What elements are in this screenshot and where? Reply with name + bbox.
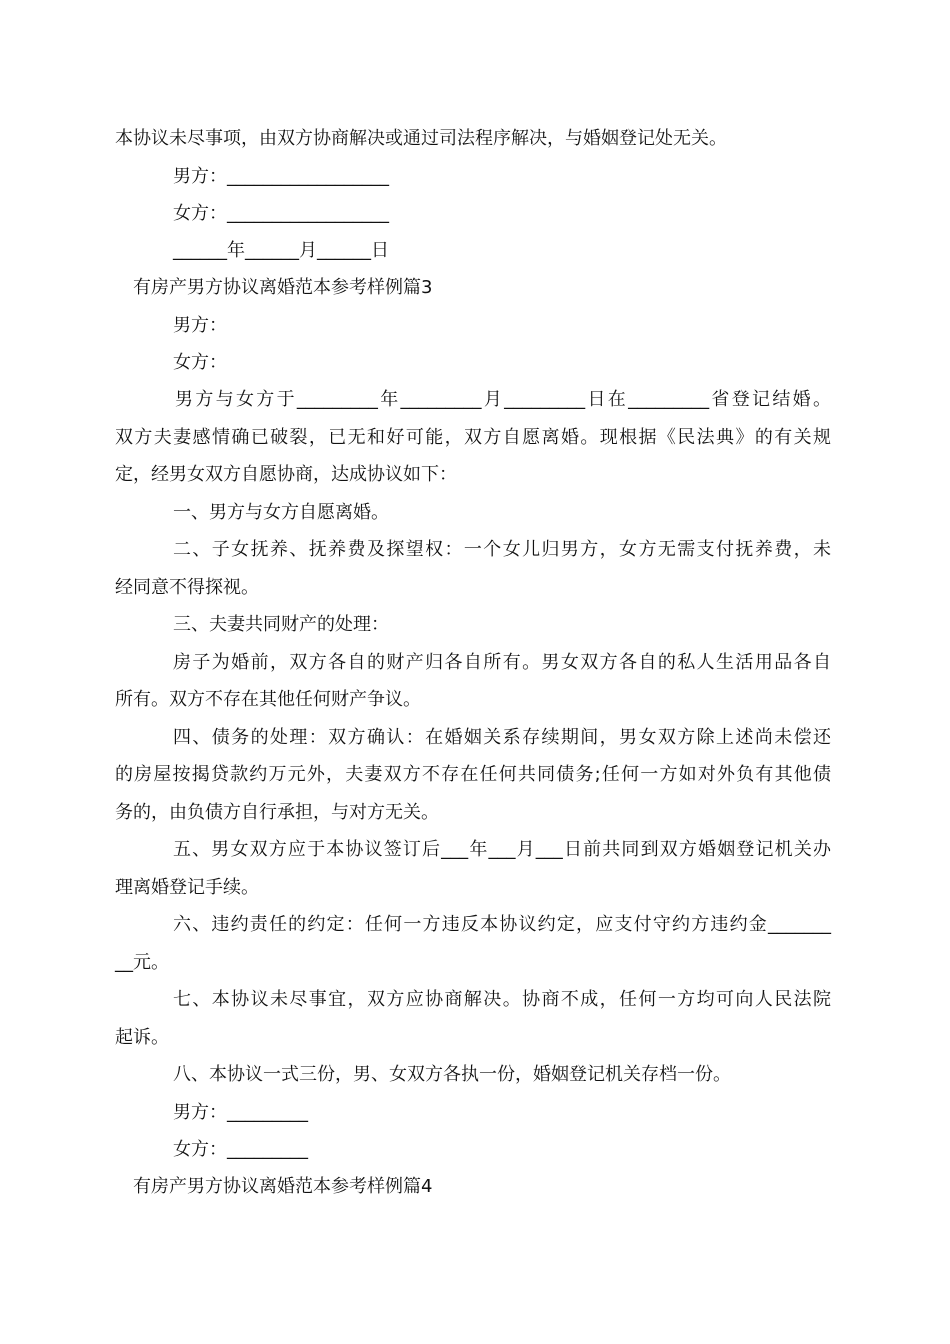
male-signature-line: 男方：__________________ xyxy=(173,166,389,187)
paragraph-line: 双方夫妻感情确已破裂，已无和好可能，双方自愿离婚。现根据《民法典》的有关规 xyxy=(115,427,831,448)
clause-5-cont: 理离婚登记手续。 xyxy=(115,877,259,898)
female-signature-line: 女方：_________ xyxy=(173,1139,308,1160)
clause-3-body-cont: 所有。双方不存在其他任何财产争议。 xyxy=(115,689,421,710)
clause-1: 一、男方与女方自愿离婚。 xyxy=(173,502,389,523)
paragraph-line: 定，经男女双方自愿协商，达成协议如下： xyxy=(115,464,457,485)
section-heading-4: 有房产男方协议离婚范本参考样例篇4 xyxy=(133,1176,433,1197)
clause-4-cont: 务的，由负债方自行承担，与对方无关。 xyxy=(115,802,439,823)
clause-3: 三、夫妻共同财产的处理： xyxy=(173,614,389,635)
clause-5: 五、男女双方应于本协议签订后___年___月___日前共同到双方婚姻登记机关办 xyxy=(173,839,831,860)
clause-3-body: 房子为婚前，双方各自的财产归各自所有。男女双方各自的私人生活用品各自 xyxy=(173,652,831,673)
clause-4-cont: 的房屋按揭贷款约万元外，夫妻双方不存在任何共同债务;任何一方如对外负有其他债 xyxy=(115,764,831,785)
section-heading-3: 有房产男方协议离婚范本参考样例篇3 xyxy=(133,277,433,298)
male-signature-line: 男方：_________ xyxy=(173,1102,308,1123)
clause-2-cont: 经同意不得探视。 xyxy=(115,577,259,598)
female-party-label: 女方： xyxy=(173,352,227,373)
clause-6: 六、违约责任的约定：任何一方违反本协议约定，应支付守约方违约金_______ xyxy=(173,914,831,935)
female-signature-line: 女方：__________________ xyxy=(173,203,389,224)
date-line: ______年______月______日 xyxy=(173,240,389,261)
closing-clause: 本协议未尽事项，由双方协商解决或通过司法程序解决，与婚姻登记处无关。 xyxy=(115,128,727,149)
clause-2: 二、子女抚养、抚养费及探望权：一个女儿归男方，女方无需支付抚养费，未 xyxy=(173,539,831,560)
clause-6-cont: __元。 xyxy=(115,952,169,973)
clause-8: 八、本协议一式三份，男、女双方各执一份，婚姻登记机关存档一份。 xyxy=(173,1064,731,1085)
paragraph-line: 男方与女方于_________年_________月_________日在_________省登记结婚。 xyxy=(175,389,831,410)
clause-7: 七、本协议未尽事宜，双方应协商解决。协商不成，任何一方均可向人民法院 xyxy=(173,989,831,1010)
clause-7-cont: 起诉。 xyxy=(115,1027,169,1048)
male-party-label: 男方： xyxy=(173,315,227,336)
clause-4: 四、债务的处理：双方确认：在婚姻关系存续期间，男女双方除上述尚未偿还 xyxy=(173,727,831,748)
